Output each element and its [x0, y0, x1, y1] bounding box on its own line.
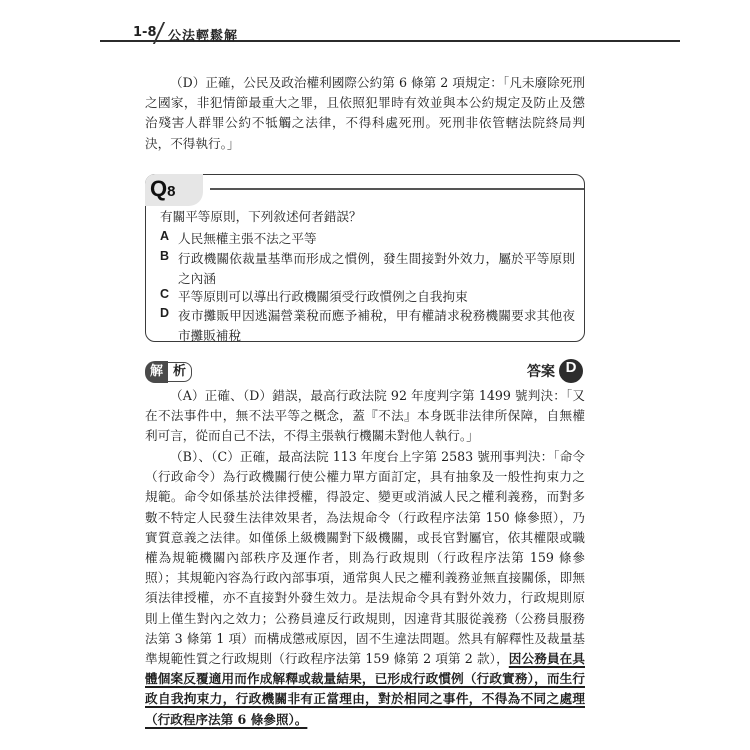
analysis-label-dark: 解	[145, 361, 168, 383]
question-number: 8	[167, 183, 176, 200]
analysis-label-light: 析	[168, 362, 192, 382]
option-letter: B	[160, 249, 170, 263]
option-letter: A	[160, 229, 170, 243]
option-text: 平等原則可以導出行政機關須受行政慣例之自我拘束	[178, 289, 468, 304]
analysis-paragraph-2-text: （B）、（C）正確，最高法院 113 年度台上字第 2583 號刑事判決：「命令（行政命令）為行政機關行使公權力單方面訂定，具有抽象及一般性拘束力之規範。命令如係基於法律授權，得設定、變更或消滅人民之權利義務，而對多數不特定人民發生法律效果者，為法規命令（行政程序法第 150 條參照），乃實質意義之法律。如僅係上級機關對下級機關，或長官對屬官，依其權限或職權為規範機關內部秩序及運作者，則為行政規則（行政程序法第 159 條參照）；其規範內容為行政內部事項，通常與人民之權利義務並無直接關係，即無須法律授權，亦不直接對外發生效力。是法規命令具有對外效力，行政規則原則上僅生對內之效力；公務員違反行政規則，因違背其服從義務（公務員服務法第 3 條第 1 項）而構成懲戒原因，固不生違法問題。然具有解釋性及裁量基準規範性質之行政規則（行政程序法第 159 條第 2 項第 2 款），	[145, 449, 585, 667]
page-number: 1-8	[133, 25, 157, 40]
option-d	[160, 306, 575, 346]
option-text: 行政機關依裁量基準而形成之慣例，發生間接對外效力，屬於平等原則之內涵	[178, 251, 575, 286]
question-letter: Q	[150, 176, 168, 201]
analysis-paragraph-1: （A）正確、（D）錯誤，最高行政法院 92 年度判字第 1499 號判決：「又在不法事件中，無不法平等之概念，蓋『不法』本身既非法律所保障，自無權利可言，從而自己不法，不得主張執行機關未對他人執行。」	[145, 388, 585, 444]
question-label	[150, 176, 175, 202]
question-text: 有關平等原則，下列敘述何者錯誤？	[160, 209, 362, 224]
answer-badge: D	[559, 359, 583, 383]
question-rule	[210, 188, 584, 190]
book-title: 公法輕鬆解	[168, 29, 239, 44]
option-text: 人民無權主張不法之平等	[178, 231, 317, 246]
analysis-emphasis: 因公務員在具體個案反覆適用而作成解釋或裁量結果，已形成行政慣例（行政實務），而生行政自我拘束力，行政機關非有正當理由，對於相同之事件，不得為不同之處理（行政程序法第 6 條參照）。	[145, 651, 585, 727]
option-b	[160, 249, 575, 289]
intro-paragraph: （D）正確，公民及政治權利國際公約第 6 條第 2 項規定：「凡未廢除死刑之國家，非犯情節最重大之罪，且依照犯罪時有效並與本公約規定及防止及懲治殘害人群罪公約不牴觸之法律，不得科處死刑。死刑非依管轄法院終局判決，不得執行。」	[145, 75, 585, 151]
analysis-heading	[145, 361, 192, 383]
option-letter: D	[160, 306, 170, 320]
analysis-paragraph-2	[145, 447, 585, 730]
option-c	[160, 287, 575, 307]
option-a	[160, 229, 575, 249]
answer-label: 答案	[527, 364, 555, 380]
option-text: 夜市攤販甲因逃漏營業稅而應予補稅，甲有權請求稅務機關要求其他夜市攤販補稅	[178, 308, 575, 343]
option-letter: C	[160, 287, 170, 301]
